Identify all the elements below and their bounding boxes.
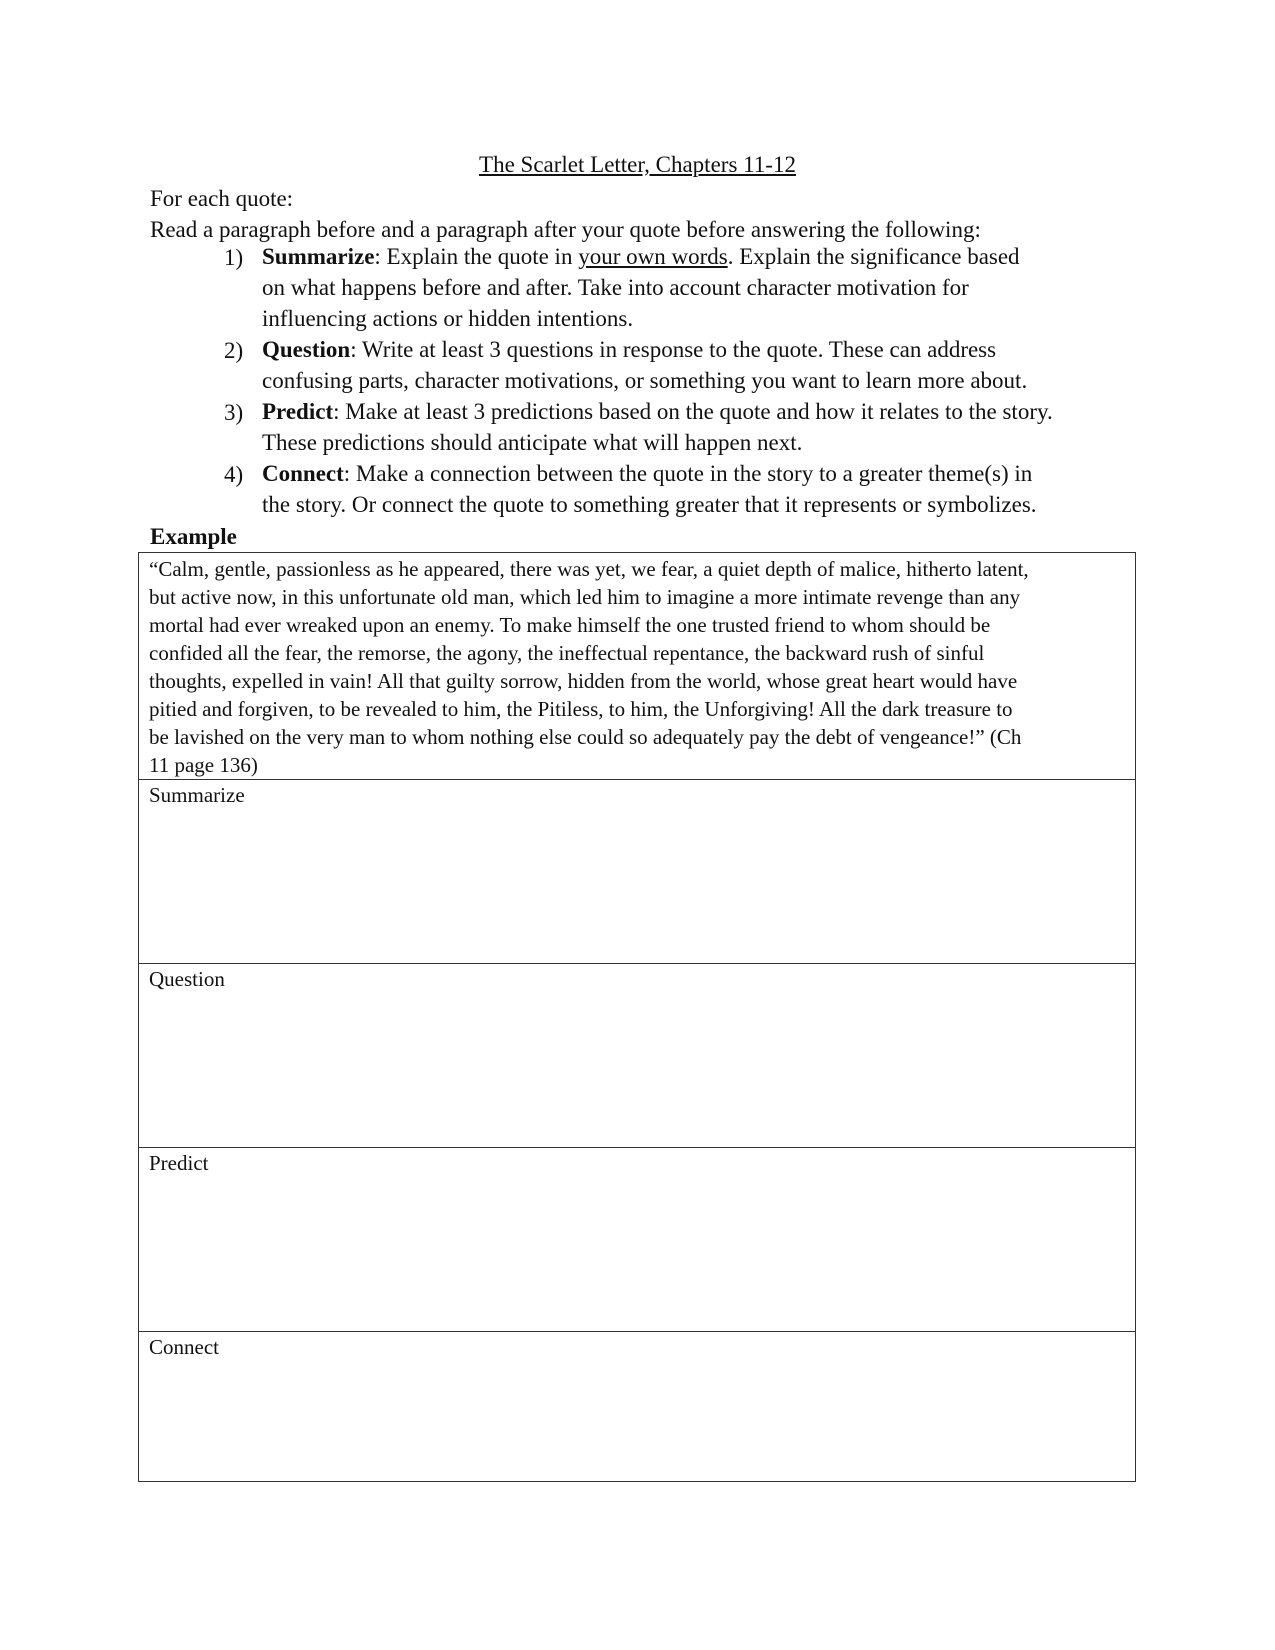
item-number: 2) bbox=[224, 338, 244, 363]
page-title: The Scarlet Letter, Chapters 11-12 bbox=[479, 152, 796, 177]
intro-line: Read a paragraph before and a paragraph after your quote before answering the following: bbox=[150, 217, 981, 242]
list-item: Summarize: Explain the quote in your own words. Explain the significance based on what happens before and after. Take into account character motivation for influencing actions or hidden intentions. bbox=[262, 244, 1020, 331]
section-label: Connect bbox=[149, 1335, 219, 1359]
example-quote: “Calm, gentle, passionless as he appeared, there was yet, we fear, a quiet depth of malice, hitherto latent, but active now, in this unfortunate old man, which led him to imagine a more intimate revenge than any mortal had ever wreaked upon an enemy. To make himself the one trusted friend to whom should be confided all the fear, the remorse, the agony, the ineffectual repentance, the backward rush of sinful thoughts, expelled in vain! All that guilty sorrow, hidden from the world, whose great heart would have pitied and forgiven, to be revealed to him, the Pitiless, to him, the Unforgiving! All the dark treasure to be lavished on the very man to whom nothing else could so adequately pay the debt of vengeance!” (Ch 11 page 136) bbox=[149, 557, 1029, 777]
item-label: Summarize bbox=[262, 244, 375, 269]
section-label: Predict bbox=[149, 1151, 209, 1175]
intro-line: For each quote: bbox=[150, 186, 294, 211]
item-number: 4) bbox=[224, 462, 244, 487]
list-item: Question: Write at least 3 questions in response to the quote. These can address confusing parts, character motivations, or something you want to learn more about. bbox=[262, 337, 1028, 393]
section-label: Summarize bbox=[149, 783, 245, 807]
list-item: Predict: Make at least 3 predictions based on the quote and how it relates to the story. These predictions should anticipate what will happen next. bbox=[262, 399, 1053, 455]
response-table bbox=[138, 552, 1136, 1482]
example-heading: Example bbox=[150, 524, 237, 549]
item-number: 3) bbox=[224, 400, 244, 425]
connect-cell[interactable] bbox=[139, 1331, 1135, 1482]
predict-cell[interactable] bbox=[139, 1147, 1135, 1332]
item-label: Question bbox=[262, 337, 351, 362]
item-label: Connect bbox=[262, 461, 344, 486]
item-number: 1) bbox=[224, 245, 244, 270]
item-label: Predict bbox=[262, 399, 334, 424]
question-cell[interactable] bbox=[139, 963, 1135, 1148]
summarize-cell[interactable] bbox=[139, 779, 1135, 964]
list-item: Connect: Make a connection between the quote in the story to a greater theme(s) in the story. Or connect the quote to something greater that it represents or symbolizes. bbox=[262, 461, 1037, 517]
section-label: Question bbox=[149, 967, 225, 991]
